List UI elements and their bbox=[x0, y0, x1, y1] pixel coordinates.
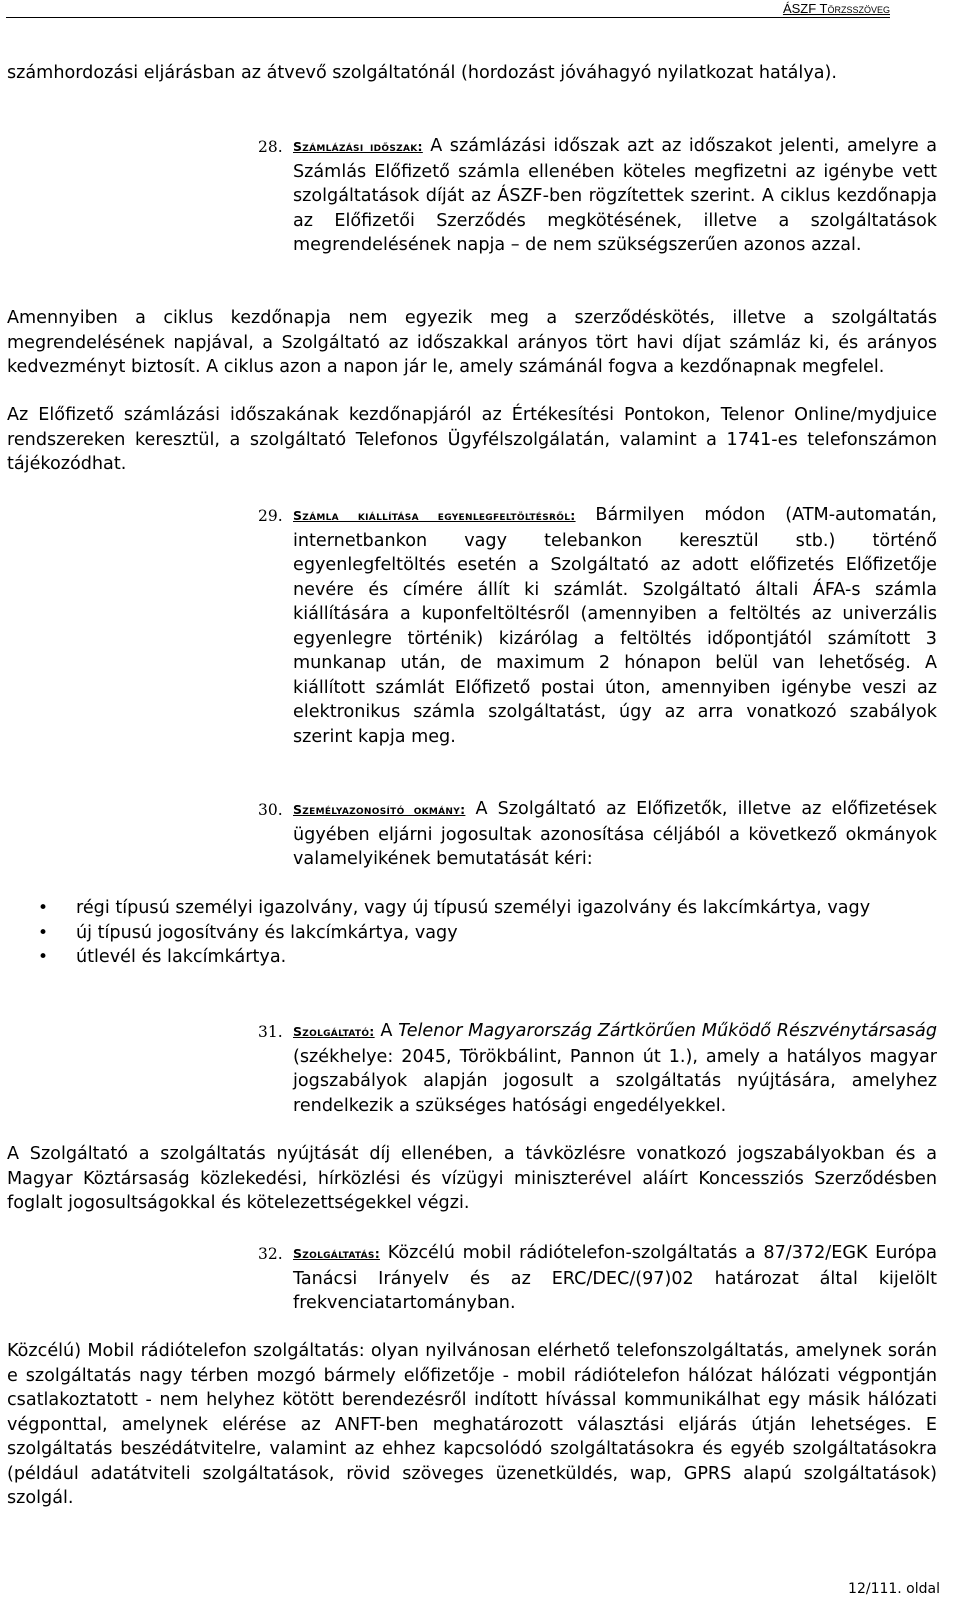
definition-30 bbox=[258, 797, 937, 872]
definition-text: Közcélú mobil rádiótelefon-szolgáltatás a 87/372/EGK Európa Tanácsi Irányelv és az ERC/DEC/(97)02 határozat által kijelölt frekvenciatartományban. bbox=[293, 1243, 937, 1313]
paragraph-szolgaltato: A Szolgáltató a szolgáltatás nyújtását díj ellenében, a távközlésre vonatkozó jogszabályokban és a Magyar Köztársaság közlekedési, hírközlési és vízügyi miniszterével aláírt Koncessziós Szerződésben foglalt jogosultságokkal és kötelezettségekkel végzi. bbox=[7, 1144, 937, 1213]
bullet-icon: • bbox=[38, 898, 49, 918]
list-item bbox=[38, 945, 938, 970]
document-list bbox=[38, 896, 938, 970]
paragraph-kozcelu: Közcélú) Mobil rádiótelefon szolgáltatás: olyan nyilvánosan elérhető telefonszolgáltatás, amelynek során e szolgáltatás nagy térben mozgó bármely előfizetője - mobil rádiótelefon hálózat hálózati végpontján csatlakoztatott - nem helyhez kötött berendezésről indított hívással kommunikálhat egy másik hálózati végponttal, amelynek elérése az ANFT-ben meghatározott választási eljárás útján lehetséges. E szolgáltatás beszédátvitelre, valamint az ehhez kapcsolódó szolgáltatásokra és egyéb szolgáltatásokra (például adatátviteli szolgáltatások, rövid szöveges üzenetküldés, wap, GPRS alapú szolgáltatások) szolgál. bbox=[7, 1341, 937, 1508]
definition-number: 28. bbox=[258, 138, 283, 156]
page-header bbox=[0, 0, 960, 20]
definition-28 bbox=[258, 134, 937, 258]
definition-number: 31. bbox=[258, 1023, 283, 1041]
definition-term: Számla kiállítása egyenlegfeltöltésről: bbox=[293, 508, 576, 523]
page-number: 12/111. oldal bbox=[848, 1581, 940, 1597]
definition-term: Személyazonosító okmány: bbox=[293, 802, 466, 817]
definition-29 bbox=[258, 503, 937, 749]
list-item bbox=[38, 896, 938, 921]
definition-text: A Szolgáltató az Előfizetők, illetve az előfizetések ügyében eljárni jogosultak azonosítása céljából a következő okmányok valamelyikének bemutatását kéri: bbox=[293, 799, 937, 869]
definition-32 bbox=[258, 1241, 937, 1316]
definition-number: 32. bbox=[258, 1245, 283, 1263]
definition-31 bbox=[258, 1019, 937, 1118]
definition-term: Számlázási időszak: bbox=[293, 139, 423, 154]
definition-pre: A bbox=[374, 1021, 399, 1041]
list-item-text: új típusú jogosítvány és lakcímkártya, vagy bbox=[76, 922, 458, 943]
definition-text: (székhelye: 2045, Törökbálint, Pannon út 1.), amely a hatályos magyar jogszabályok alapján jogosult a szolgáltatás nyújtására, amelyhez rendelkezik a szükséges hatósági engedélyekkel. bbox=[293, 1046, 937, 1116]
paragraph-hordozas: számhordozási eljárásban az átvevő szolgáltatónál (hordozást jóváhagyó nyilatkozat hatálya). bbox=[7, 63, 837, 83]
list-item-text: régi típusú személyi igazolvány, vagy új típusú személyi igazolvány és lakcímkártya, vagy bbox=[76, 898, 871, 918]
bullet-icon: • bbox=[38, 922, 49, 943]
definition-term: Szolgáltatás: bbox=[293, 1246, 381, 1261]
definition-number: 29. bbox=[258, 507, 283, 525]
paragraph-amennyiben: Amennyiben a ciklus kezdőnapja nem egyezik meg a szerződéskötés, illetve a szolgáltatás megrendelésének napjával, a Szolgáltató az időszakkal arányos tört havi díjat számláz ki, és arányos kedvezményt biztosít. A ciklus azon a napon jár le, amely számánál fogva a kezdőnapnak megfelel. bbox=[7, 308, 937, 377]
definition-text: A számlázási időszak azt az időszakot jelenti, amelyre a Számlás Előfizető számla ellenében köteles megfizetni az igénybe vett szolgáltatások díját az ÁSZF-ben rögzítettek szerint. A ciklus kezdőnapja az Előfizetői Szerződés megkötésének, illetve a szolgáltatások megrendelésének napja – de nem szükségszerűen azonos azzal. bbox=[293, 136, 937, 255]
list-item bbox=[38, 921, 938, 946]
definition-term: Szolgáltató: bbox=[293, 1024, 375, 1039]
paragraph-elofizeto: Az Előfizető számlázási időszakának kezdőnapjáról az Értékesítési Pontokon, Telenor Online/mydjuice rendszereken keresztül, a szolgáltató Telefonos Ügyfélszolgálatán, valamint a 1741-es telefonszámon tájékozódhat. bbox=[7, 405, 937, 474]
bullet-icon: • bbox=[38, 947, 49, 967]
company-name: Telenor Magyarország Zártkörűen Működő Részvénytársaság bbox=[398, 1021, 937, 1041]
header-label: ÁSZF Törzsszöveg bbox=[779, 1, 890, 16]
definition-text: Bármilyen módon (ATM-automatán, internetbankon vagy telebankon keresztül stb.) történő egyenlegfeltöltés esetén a Szolgáltató az adott előfizetés Előfizetője nevére és címére állít ki számlát. Szolgáltató általi ÁFA-s számla kiállítására a kuponfeltöltésről (amennyiben a feltöltés az univerzális egyenlegre történik) kizárólag a feltöltés időpontjától számított 3 munkanap után, de maximum 2 hónapon belül van lehetőség. A kiállított számlát Előfizető postai úton, amennyiben igénybe veszi az elektronikus számla szolgáltatást, úgy az arra vonatkozó szabályok szerint kapja meg. bbox=[293, 505, 937, 747]
header-rule bbox=[6, 17, 890, 18]
definition-number: 30. bbox=[258, 801, 283, 819]
list-item-text: útlevél és lakcímkártya. bbox=[76, 947, 287, 967]
